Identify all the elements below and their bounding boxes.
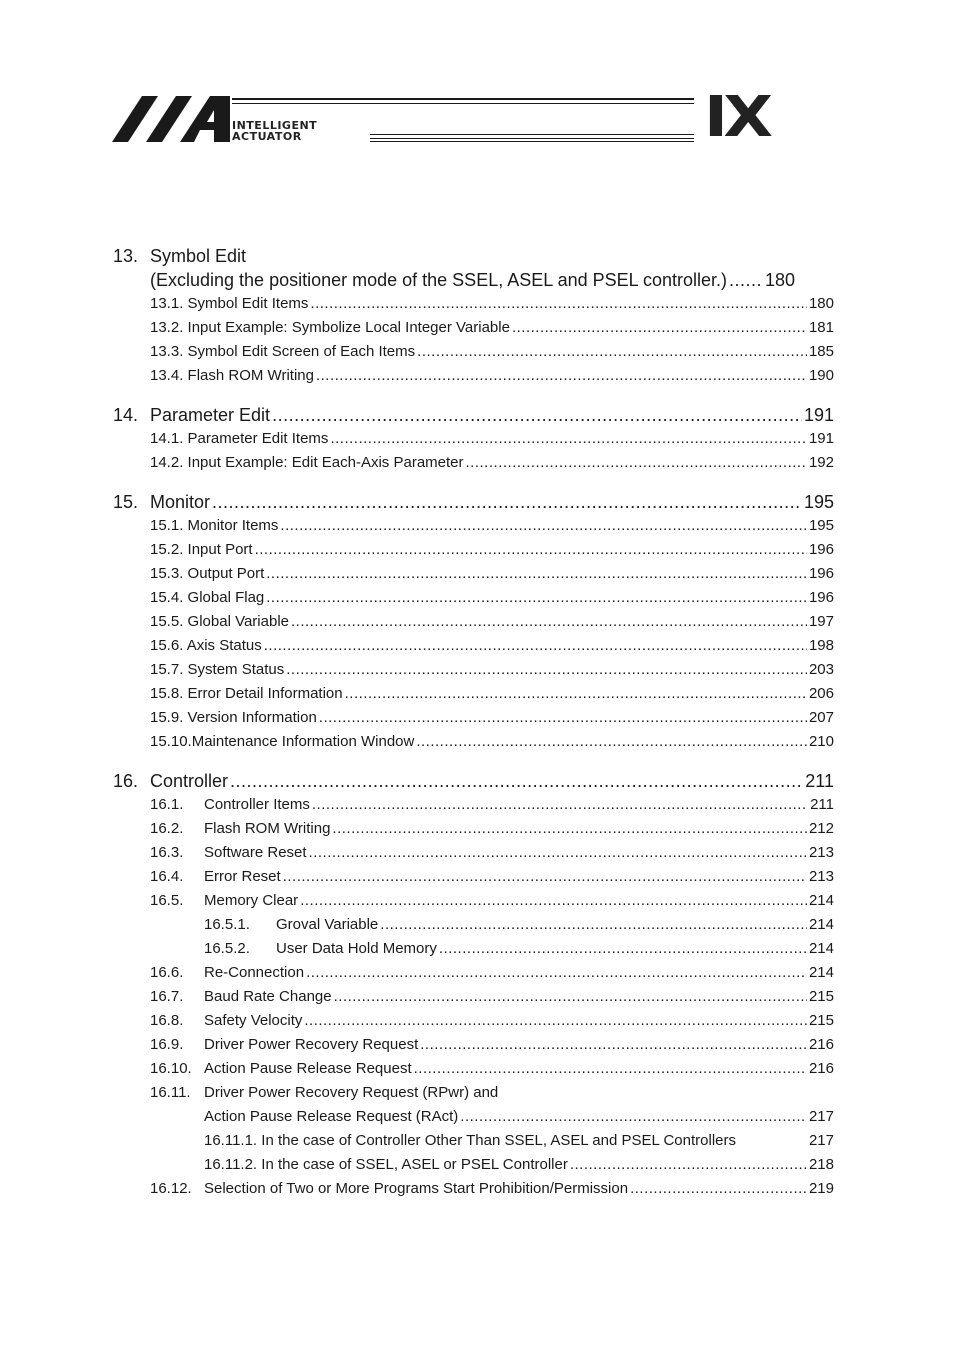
entry-title: 15.10. [150,733,192,750]
page-number: 196 [808,589,834,606]
toc-entry-16-5[interactable] [113,889,834,913]
dot-leader [291,610,807,634]
toc-entry-16-11[interactable] [113,1081,834,1105]
dot-leader [306,961,807,985]
entry-title: 14.2. [150,454,184,471]
entry-title [150,340,415,364]
dot-leader [466,451,807,475]
entry-title [150,538,253,562]
dot-leader [570,1153,807,1177]
dot-leader [230,769,803,793]
page-number: 210 [808,733,834,750]
page-header [112,85,814,150]
page-number: 211 [810,796,834,813]
entry-number: 16.11. [150,1084,191,1101]
entry-title: Controller Items [204,796,310,813]
entry-number: 16.5. [150,892,184,909]
page-number: 180 [808,295,834,312]
product-logo: IX [704,85,769,150]
toc-entry-16-1[interactable] [113,793,834,817]
dot-leader [266,586,807,610]
dot-leader [439,937,807,961]
dot-leader [380,913,807,937]
page-number: 196 [808,565,834,582]
page-number: 218 [808,1156,834,1173]
entry-title: Monitor [150,492,211,512]
dot-leader [319,706,807,730]
dot-leader [310,292,807,316]
page-number: 206 [808,685,834,702]
toc-section-14[interactable] [113,403,834,427]
entry-title: 15.8. [150,685,184,702]
dot-leader [330,427,807,451]
toc-entry-16-2[interactable] [113,817,834,841]
toc-entry-16-12[interactable] [113,1177,834,1201]
dot-leader [332,817,807,841]
toc-entry-15-10[interactable] [113,730,834,754]
toc-entry-15-8[interactable] [113,682,834,706]
entry-title: 15.2. [150,541,184,558]
toc-entry-15-1[interactable] [113,514,834,538]
dot-leader [212,490,802,514]
toc-entry-15-6[interactable] [113,634,834,658]
dot-leader [420,1033,807,1057]
page-number: 213 [808,868,834,885]
page-number: 219 [808,1180,834,1197]
entry-title: 14.1. [150,430,184,447]
entry-title: 13.3. [150,343,184,360]
entry-title: Parameter Edit Items [187,430,329,447]
dot-leader [416,730,807,754]
toc-entry-16-4[interactable] [113,865,834,889]
entry-title: Safety Velocity [204,1012,303,1029]
entry-title: Action Pause Release Request [204,1060,412,1077]
entry-title [150,427,328,451]
entry-number: 16.1. [150,796,184,813]
entry-title [150,730,414,754]
entry-title: Software Reset [204,844,307,861]
entry-title: Re-Connection [204,964,305,981]
entry-number: 15. [113,492,139,512]
entry-title: (Excluding the positioner mode of the SSEL, ASEL and PSEL controller.) [150,270,728,290]
dot-leader [630,1177,807,1201]
entry-number: 16.2. [150,820,184,837]
entry-title: Monitor Items [187,517,279,534]
toc-entry-14-1[interactable] [113,427,834,451]
entry-title: Axis Status [186,637,262,654]
toc-entry-15-5[interactable] [113,610,834,634]
page-number: 215 [808,988,834,1005]
dot-leader [286,658,807,682]
dot-leader [280,514,807,538]
page-number: 217 [808,1132,834,1149]
page-number: 195 [803,492,834,512]
entry-title [150,292,308,316]
entry-title: 16.11.1. [204,1132,258,1149]
entry-title: Output Port [187,565,265,582]
entry-title: Selection of Two or More Programs Start Prohibition/Permission [204,1180,629,1197]
entry-number: 16.3. [150,844,184,861]
entry-title: Symbol Edit Items [187,295,309,312]
entry-title: Groval Variable [276,916,379,933]
entry-title: 15.1. [150,517,184,534]
toc-entry-16-9[interactable] [113,1033,834,1057]
dot-leader [729,268,763,292]
page-number: 213 [808,844,834,861]
page-number: 191 [808,430,834,447]
entry-title: System Status [187,661,285,678]
entry-title: Parameter Edit [150,405,271,425]
entry-title [150,658,284,682]
entry-title [150,706,317,730]
page-number: 185 [808,343,834,360]
dot-leader [283,865,807,889]
entry-title: Maintenance Information Window [191,733,415,750]
entry-title: Flash ROM Writing [204,820,331,837]
page-number: 197 [808,613,834,630]
entry-title: 16.11.2. [204,1156,258,1173]
toc-entry-13-2[interactable] [113,316,834,340]
toc-section-13-title-cont[interactable] [113,268,834,292]
page-number: 211 [805,771,834,791]
toc-entry-14-2[interactable] [113,451,834,475]
dot-leader [414,1057,807,1081]
entry-title [204,1129,736,1153]
entry-title: Baud Rate Change [204,988,332,1005]
entry-number: 16.5.1. [204,916,250,933]
entry-number: 14. [113,405,139,425]
entry-title: 15.5. [150,613,184,630]
page-number: 192 [808,454,834,471]
entry-number: 16.4. [150,868,184,885]
entry-title: Driver Power Recovery Request (RPwr) and [204,1084,499,1101]
entry-title: Controller [150,771,229,791]
entry-title [150,682,343,706]
entry-title: Input Example: Symbolize Local Integer Variable [187,319,510,336]
entry-title: 13.2. [150,319,184,336]
entry-number: 16.12. [150,1180,192,1197]
toc-entry-16-5-2[interactable] [113,937,834,961]
entry-title: Version Information [187,709,317,726]
toc-entry-16-5-1[interactable] [113,913,834,937]
page-number: 198 [808,637,834,654]
toc-entry-13-3[interactable] [113,340,834,364]
entry-title [204,1153,568,1177]
toc-section-16[interactable] [113,769,834,793]
entry-title: User Data Hold Memory [276,940,437,957]
entry-title: Flash ROM Writing [187,367,314,384]
toc-entry-13-4[interactable] [113,364,834,388]
page-number: 214 [808,964,834,981]
page-number: 214 [808,892,834,909]
dot-leader [312,793,808,817]
toc-entry-16-6[interactable] [113,961,834,985]
dot-leader [304,1009,807,1033]
entry-title [150,562,264,586]
page-number: 207 [808,709,834,726]
toc-entry-15-2[interactable] [113,538,834,562]
toc-entry-16-7[interactable] [113,985,834,1009]
dot-leader [309,841,807,865]
entry-title: Error Reset [204,868,281,885]
entry-number: 13. [113,246,139,266]
page-number: 216 [808,1060,834,1077]
toc-entry-16-3[interactable] [113,841,834,865]
entry-number: 16.9. [150,1036,184,1053]
entry-title: In the case of Controller Other Than SSEL, ASEL and PSEL Controllers [261,1132,736,1149]
page-number: 190 [808,367,834,384]
entry-number: 16. [113,771,139,791]
entry-title: 15.9. [150,709,184,726]
entry-title: Memory Clear [204,892,299,909]
entry-title [150,451,464,475]
toc-entry-16-11-cont[interactable] [113,1105,834,1129]
page-number: 203 [808,661,834,678]
entry-title [150,316,510,340]
entry-title: 13.1. [150,295,184,312]
page-number: 196 [808,541,834,558]
page-number: 215 [808,1012,834,1029]
page-number: 191 [803,405,834,425]
dot-leader [300,889,807,913]
entry-number: 16.10. [150,1060,192,1077]
dot-leader [266,562,807,586]
dot-leader [460,1105,807,1129]
entry-title: 15.7. [150,661,184,678]
toc-entry-13-1[interactable] [113,292,834,316]
toc-entry-15-3[interactable] [113,562,834,586]
dot-leader [316,364,807,388]
entry-title: Driver Power Recovery Request [204,1036,419,1053]
brand-name: INTELLIGENT ACTUATOR [232,119,318,143]
dot-leader [272,403,802,427]
entry-number: 16.6. [150,964,184,981]
toc-entry-16-10[interactable] [113,1057,834,1081]
entry-title: 13.4. [150,367,184,384]
toc-section-15[interactable] [113,490,834,514]
dot-leader [512,316,807,340]
dot-leader [255,538,807,562]
page-number: 214 [808,940,834,957]
entry-title: Input Port [187,541,253,558]
page-number: 217 [808,1108,834,1125]
toc-entry-16-11-2[interactable] [113,1153,834,1177]
entry-title: 15.4. [150,589,184,606]
entry-title [150,634,262,658]
entry-title: Symbol Edit [150,246,247,266]
page-number: 212 [808,820,834,837]
dot-leader [334,985,807,1009]
entry-title: Global Flag [187,589,265,606]
entry-title: 15.6. [150,637,184,654]
toc-section-13[interactable] [113,244,834,268]
page-number: 214 [808,916,834,933]
dot-leader [264,634,807,658]
table-of-contents [113,244,834,1201]
entry-title [150,610,289,634]
toc-entry-16-8[interactable] [113,1009,834,1033]
entry-title [150,586,264,610]
entry-title: In the case of SSEL, ASEL or PSEL Controller [261,1156,568,1173]
entry-number: 16.8. [150,1012,184,1029]
dot-leader [417,340,807,364]
page-number: 216 [808,1036,834,1053]
entry-number: 16.5.2. [204,940,250,957]
entry-title: 15.3. [150,565,184,582]
entry-title: Global Variable [187,613,289,630]
toc-entry-16-11-1[interactable] [113,1129,834,1153]
entry-title [150,514,278,538]
entry-title: Error Detail Information [187,685,343,702]
entry-title: Action Pause Release Request (RAct) [204,1108,459,1125]
toc-entry-15-7[interactable] [113,658,834,682]
dot-leader [345,682,807,706]
entry-title: Input Example: Edit Each-Axis Parameter [187,454,464,471]
page-number: 180 [765,270,796,290]
toc-entry-15-9[interactable] [113,706,834,730]
entry-title: Symbol Edit Screen of Each Items [187,343,416,360]
page-number: 181 [808,319,834,336]
page-number: 195 [808,517,834,534]
entry-title [150,364,314,388]
entry-number: 16.7. [150,988,184,1005]
toc-entry-15-4[interactable] [113,586,834,610]
